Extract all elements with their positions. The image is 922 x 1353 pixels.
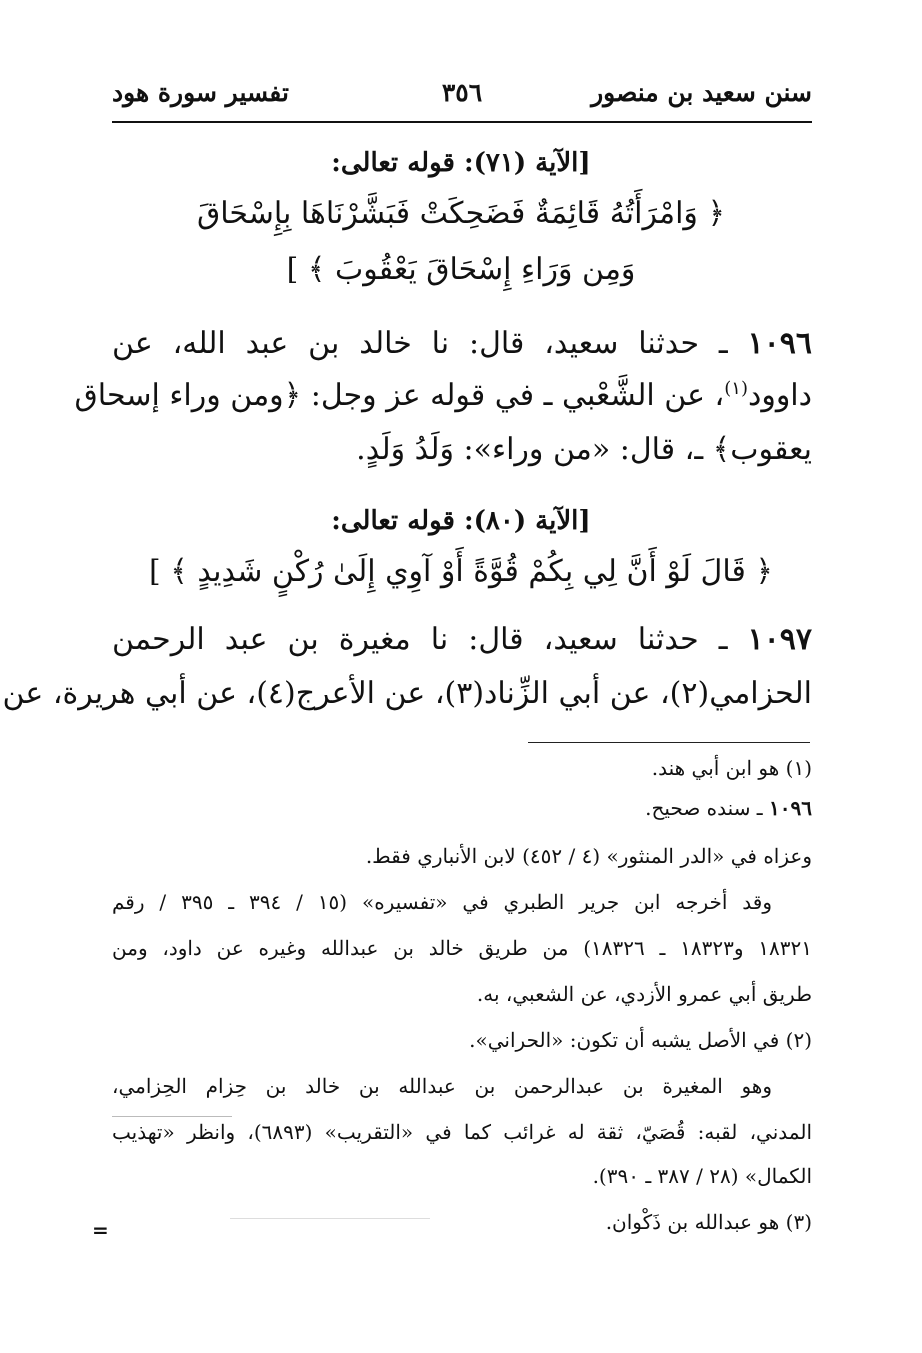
footnote-1: (١) هو ابن أبي هند.: [651, 756, 812, 780]
footnote-1096-number: ١٠٩٦: [769, 796, 812, 820]
verse-heading-80: [الآية (٨٠): قوله تعالى:: [331, 506, 591, 536]
scan-artifact-line: [112, 1116, 232, 1117]
footnote-2-continued-3: الكمال» (٢٨ / ٣٨٧ ـ ٣٩٠).: [592, 1164, 812, 1188]
footnote-2-continued-1: وهو المغيرة بن عبدالرحمن بن عبدالله بن خالد بن حِزام الحِزامي،: [112, 1074, 772, 1098]
scan-artifact-line: [230, 1218, 430, 1219]
hadith-1096-line-3: يعقوب﴾ ـ، قال: «من وراء»: وَلَدُ وَلَدٍ.: [356, 432, 812, 467]
hadith-1096-text-2b: ، عن الشَّعْبي ـ في قوله عز وجل: ﴿ومن وراء إسحاق: [74, 378, 725, 413]
verse-heading-71: [الآية (٧١): قوله تعالى:: [331, 148, 591, 178]
footnote-1096-tabari-2: ١٨٣٢١ و١٨٣٢٣ ـ ١٨٣٢٦) من طريق خالد بن عبدالله وغيره عن داود، ومن: [112, 936, 813, 960]
verse-80-line-1: ﴿ قَالَ لَوْ أَنَّ لِي بِكُمْ قُوَّةً أَوْ آوِي إِلَىٰ رُكْنٍ شَدِيدٍ ﴾ ]: [149, 554, 773, 589]
section-title: تفسير سورة هود: [112, 78, 289, 107]
footnote-1096-durr: وعزاه في «الدر المنثور» (٤ / ٤٥٢) لابن الأنباري فقط.: [365, 844, 812, 868]
hadith-1097-line-1: [112, 622, 812, 657]
hadith-number-1096: ١٠٩٦: [747, 326, 812, 361]
running-header: [112, 78, 812, 118]
hadith-number-1097: ١٠٩٧: [747, 622, 812, 657]
hadith-1096-line-1: [112, 326, 812, 361]
hadith-1096-line-2: [74, 378, 812, 413]
hadith-1096-text-1: ـ حدثنا سعيد، قال: نا خالد بن عبد الله، عن: [112, 326, 728, 361]
footnote-1096-tabari-3: طريق أبي عمرو الأزدي، عن الشعبي، به.: [476, 982, 812, 1006]
footnote-2-continued-2: المدني، لقبه: قُصَيّ، ثقة له غرائب كما في «التقريب» (٦٨٩٣)، وانظر «تهذيب: [112, 1120, 812, 1144]
header-rule: [112, 121, 812, 123]
page-number: ٣٥٦: [441, 78, 483, 107]
verse-71-line-2: وَمِن وَرَاءِ إِسْحَاقَ يَعْقُوبَ ﴾ ]: [286, 252, 636, 287]
footnote-3: (٣) هو عبدالله بن ذَكْوان.: [605, 1210, 812, 1234]
margin-mark: =: [92, 1218, 109, 1242]
footnote-1096: [645, 796, 812, 820]
book-title: سنن سعيد بن منصور: [591, 78, 812, 107]
footnote-2: (٢) في الأصل يشبه أن تكون: «الحراني».: [469, 1028, 812, 1052]
footnote-1096-text: ـ سنده صحيح.: [645, 796, 763, 820]
footnote-separator: [528, 742, 810, 743]
footnote-1096-tabari-1: وقد أخرجه ابن جرير الطبري في «تفسيره» (١٥ / ٣٩٤ ـ ٣٩٥ / رقم: [112, 890, 773, 914]
hadith-1096-text-2a: داوود: [747, 378, 812, 413]
verse-71-line-1: ﴿ وَامْرَأَتُهُ قَائِمَةٌ فَضَحِكَتْ فَبَشَّرْنَاهَا بِإِسْحَاقَ: [196, 196, 726, 231]
hadith-1097-line-2: الحزامي(٢)، عن أبي الزِّناد(٣)، عن الأعرج(٤)، عن أبي هريرة، عن: [2, 676, 812, 711]
hadith-1097-text-1: ـ حدثنا سعيد، قال: نا مغيرة بن عبد الرحمن: [112, 622, 728, 657]
footnote-ref-1[interactable]: (١): [724, 378, 748, 399]
